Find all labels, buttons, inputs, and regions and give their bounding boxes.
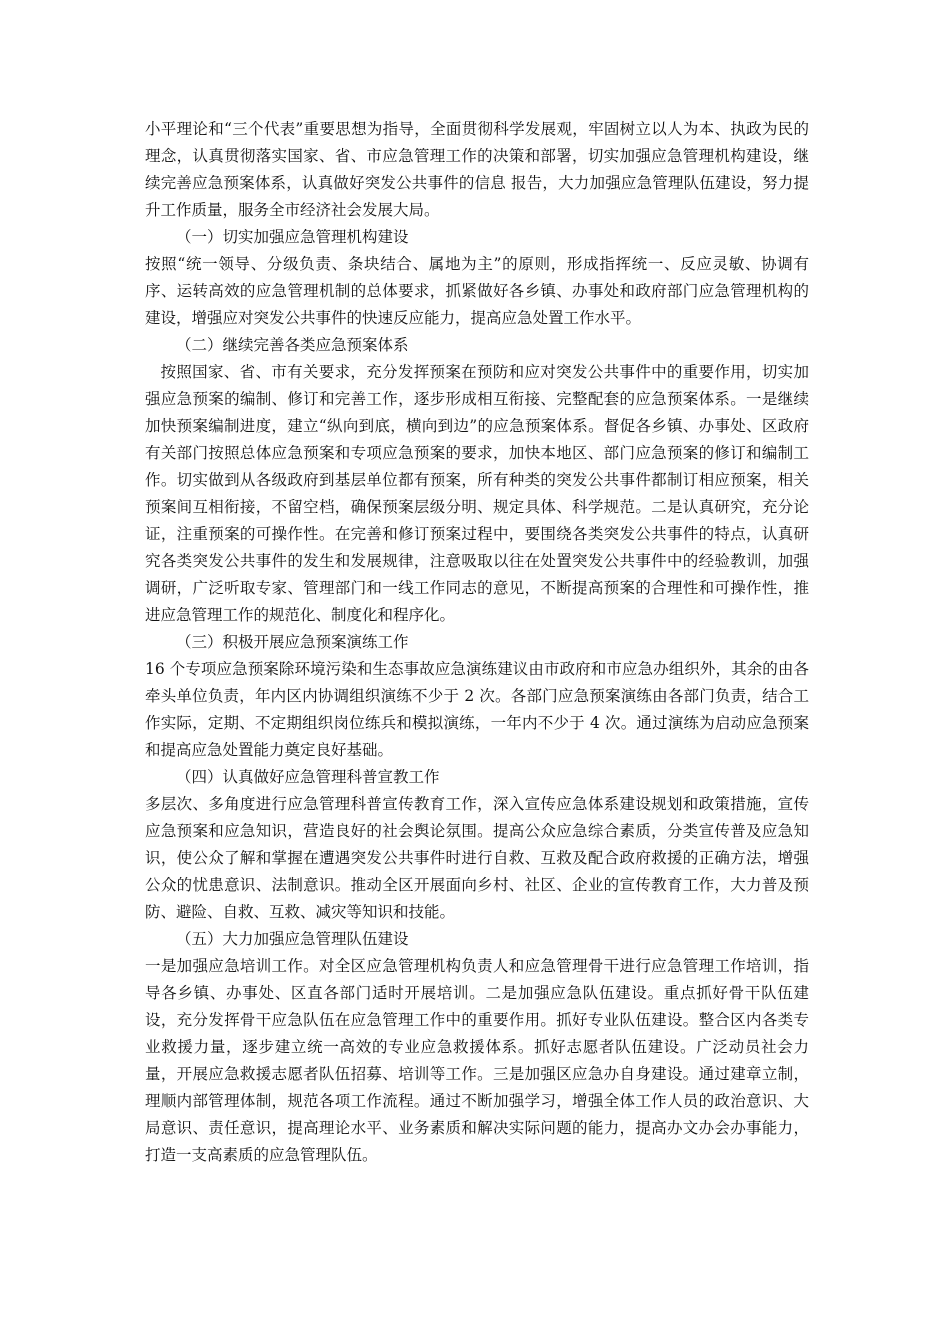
- document-body: [145, 116, 809, 1169]
- section-body-2: 按照国家、省、市有关要求，充分发挥预案在预防和应对突发公共事件中的重要作用，切实加强应急预案的编制、修订和完善工作，逐步形成相互衔接、完整配套的应急预案体系。一是继续加快预案编制进度，建立“纵向到底，横向到边”的应急预案体系。督促各乡镇、办事处、区政府有关部门按照总体应急预案和专项应急预案的要求，加快本地区、部门应急预案的修订和编制工作。切实做到从各级政府到基层单位都有预案，所有种类的突发公共事件都制订相应预案，相关预案间互相衔接，不留空档，确保预案层级分明、规定具体、科学规范。二是认真研究，充分论证，注重预案的可操作性。在完善和修订预案过程中，要围绕各类突发公共事件的特点，认真研究各类突发公共事件的发生和发展规律，注意吸取以往在处置突发公共事件中的经验教训，加强调研，广泛听取专家、管理部门和一线工作同志的意见，不断提高预案的合理性和可操作性，推进应急管理工作的规范化、制度化和程序化。: [145, 363, 809, 624]
- section-heading-5: （五）大力加强应急管理队伍建设: [176, 930, 409, 948]
- section-body-4: 多层次、多角度进行应急管理科普宣传教育工作，深入宣传应急体系建设规划和政策措施，宣传应急预案和应急知识，营造良好的社会舆论氛围。提高公众应急综合素质，分类宣传普及应急知识，使公众了解和掌握在遭遇突发公共事件时进行自救、互救及配合政府救援的正确方法，增强公众的忧患意识、法制意识。推动全区开展面向乡村、社区、企业的宣传教育工作，大力普及预防、避险、自救、互救、减灾等知识和技能。: [145, 795, 809, 921]
- section-heading-2: （二）继续完善各类应急预案体系: [176, 336, 409, 354]
- section-heading-4: （四）认真做好应急管理科普宣教工作: [176, 768, 440, 786]
- section-heading-3: （三）积极开展应急预案演练工作: [176, 633, 409, 651]
- section-body-1: 按照“统一领导、分级负责、条块结合、属地为主”的原则，形成指挥统一、反应灵敏、协调有序、运转高效的应急管理机制的总体要求，抓紧做好各乡镇、办事处和政府部门应急管理机构的建设，增强应对突发公共事件的快速反应能力，提高应急处置工作水平。: [145, 255, 809, 327]
- section-body-5: 一是加强应急培训工作。对全区应急管理机构负责人和应急管理骨干进行应急管理工作培训，指导各乡镇、办事处、区直各部门适时开展培训。二是加强应急队伍建设。重点抓好骨干队伍建设，充分发挥骨干应急队伍在应急管理工作中的重要作用。抓好专业队伍建设。整合区内各类专业救援力量，逐步建立统一高效的专业应急救援体系。抓好志愿者队伍建设。广泛动员社会力量，开展应急救援志愿者队伍招募、培训等工作。三是加强区应急办自身建设。通过建章立制，理顺内部管理体制，规范各项工作流程。通过不断加强学习，增强全体工作人员的政治意识、大局意识、责任意识，提高理论水平、业务素质和解决实际问题的能力，提高办文办会办事能力，打造一支高素质的应急管理队伍。: [145, 957, 809, 1164]
- section-heading-1: （一）切实加强应急管理机构建设: [176, 228, 409, 246]
- intro-paragraph: 小平理论和“三个代表”重要思想为指导，全面贯彻科学发展观，牢固树立以人为本、执政为民的理念，认真贯彻落实国家、省、市应急管理工作的决策和部署，切实加强应急管理机构建设，继续完善应急预案体系，认真做好突发公共事件的信息 报告，大力加强应急管理队伍建设，努力提升工作质量，服务全市经济社会发展大局。: [145, 120, 809, 219]
- section-body-3: 16 个专项应急预案除环境污染和生态事故应急演练建议由市政府和市应急办组织外，其余的由各牵头单位负责，年内区内协调组织演练不少于 2 次。各部门应急预案演练由各部门负责，结合工作实际，定期、不定期组织岗位练兵和模拟演练，一年内不少于 4 次。通过演练为启动应急预案和提高应急处置能力奠定良好基础。: [145, 660, 809, 759]
